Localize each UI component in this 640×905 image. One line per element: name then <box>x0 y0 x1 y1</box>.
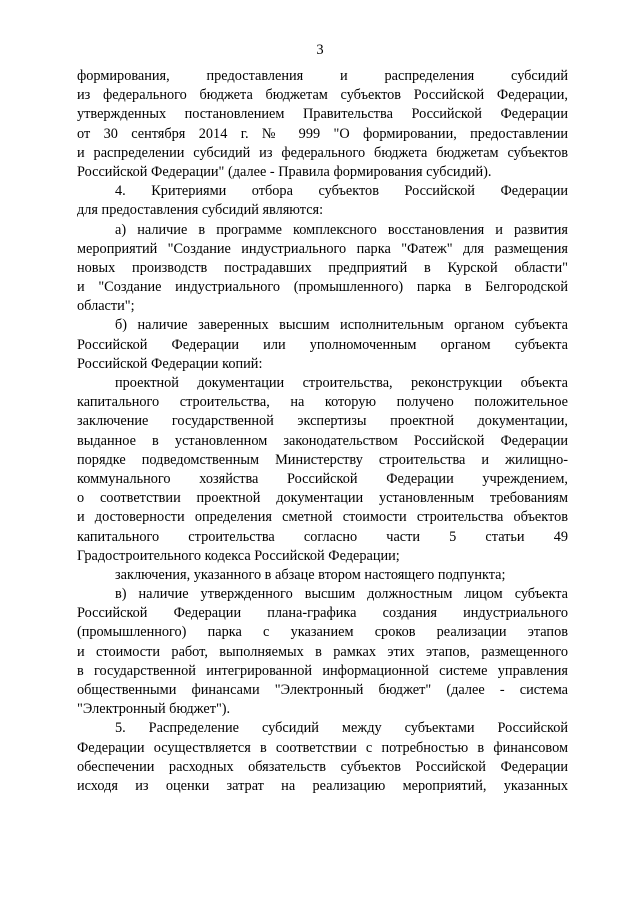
text-line: капитального строительства согласно части 5 статьи 49 <box>77 528 568 545</box>
text-line: заключение государственной экспертизы проектной документации, <box>77 413 568 430</box>
text-line: порядке подведомственным Министерству строительства и жилищно- <box>77 451 568 468</box>
document-body <box>77 67 568 796</box>
text-line: в) наличие утвержденного высшим должностным лицом субъекта <box>115 586 568 603</box>
text-line: из федерального бюджета бюджетам субъектов Российской Федерации, <box>77 87 568 104</box>
text-line: о соответствии проектной документации установленным требованиям <box>77 490 568 507</box>
text-line: и "Создание индустриального (промышленного) парка в Белгородской <box>77 279 568 296</box>
paragraph-item-4b-1 <box>77 374 568 566</box>
paragraph-continuation <box>77 67 568 182</box>
text-line: 4. Критериями отбора субъектов Российской Федерации <box>115 183 568 200</box>
paragraph-item-4a <box>77 221 568 317</box>
text-line: мероприятий "Создание индустриального парка "Фатеж" для размещения <box>77 240 568 257</box>
text-line: Российской Федерации копий: <box>77 355 263 372</box>
text-line: коммунального хозяйства Российской Федерации учреждением, <box>77 470 568 487</box>
text-line: заключения, указанного в абзаце втором настоящего подпункта; <box>115 566 506 583</box>
text-line: утвержденных постановлением Правительства Российской Федерации <box>77 106 568 123</box>
text-line: б) наличие заверенных высшим исполнительным органом субъекта <box>115 317 568 334</box>
text-line: выданное в установленном законодательством Российской Федерации <box>77 432 568 449</box>
text-line: общественными финансами "Электронный бюджет" (далее - система <box>77 682 568 698</box>
text-line: Российской Федерации плана-графика создания индустриального <box>77 605 568 622</box>
paragraph-item-4v <box>77 585 568 719</box>
text-line: исходя из оценки затрат на реализацию мероприятий, указанных <box>77 777 568 794</box>
text-line: и стоимости работ, выполняемых в рамках этих этапов, размещенного <box>77 643 568 660</box>
text-line: а) наличие в программе комплексного восстановления и развития <box>115 221 568 238</box>
text-line: для предоставления субсидий являются: <box>77 202 324 219</box>
text-line: области"; <box>77 298 135 315</box>
text-line: от 30 сентября 2014 г. № 999 "О формировании, предоставлении <box>77 125 568 142</box>
paragraph-item-4b <box>77 316 568 374</box>
text-line: формирования, предоставления и распределения субсидий <box>77 68 568 84</box>
text-line: 5. Распределение субсидий между субъектами Российской <box>115 720 568 737</box>
text-line: Российской Федерации или уполномоченным органом субъекта <box>77 336 568 353</box>
text-line: "Электронный бюджет"). <box>77 701 231 718</box>
paragraph-item-5 <box>77 719 568 796</box>
text-line: проектной документации строительства, реконструкции объекта <box>115 375 568 391</box>
text-line: новых производств пострадавших предприятий в Курской области" <box>77 259 568 276</box>
text-line: и достоверности определения сметной стоимости строительства объектов <box>77 509 568 526</box>
text-line: Федерации осуществляется в соответствии с потребностью в финансовом <box>77 739 568 756</box>
page-number: 3 <box>316 42 324 58</box>
text-line: (промышленного) парка с указанием сроков реализации этапов <box>77 624 568 641</box>
text-line: капитального строительства, на которую получено положительное <box>77 394 568 411</box>
text-line: в государственной интегрированной информационной системе управления <box>77 662 568 679</box>
paragraph-item-4 <box>77 182 568 220</box>
text-line: и распределении субсидий из федерального бюджета бюджетам субъектов <box>77 144 568 161</box>
text-line: Градостроительного кодекса Российской Федерации; <box>77 547 400 564</box>
paragraph-item-4b-2 <box>77 566 568 585</box>
text-line: Российской Федерации" (далее - Правила формирования субсидий). <box>77 163 492 180</box>
text-line: обеспечении расходных обязательств субъектов Российской Федерации <box>77 758 568 775</box>
